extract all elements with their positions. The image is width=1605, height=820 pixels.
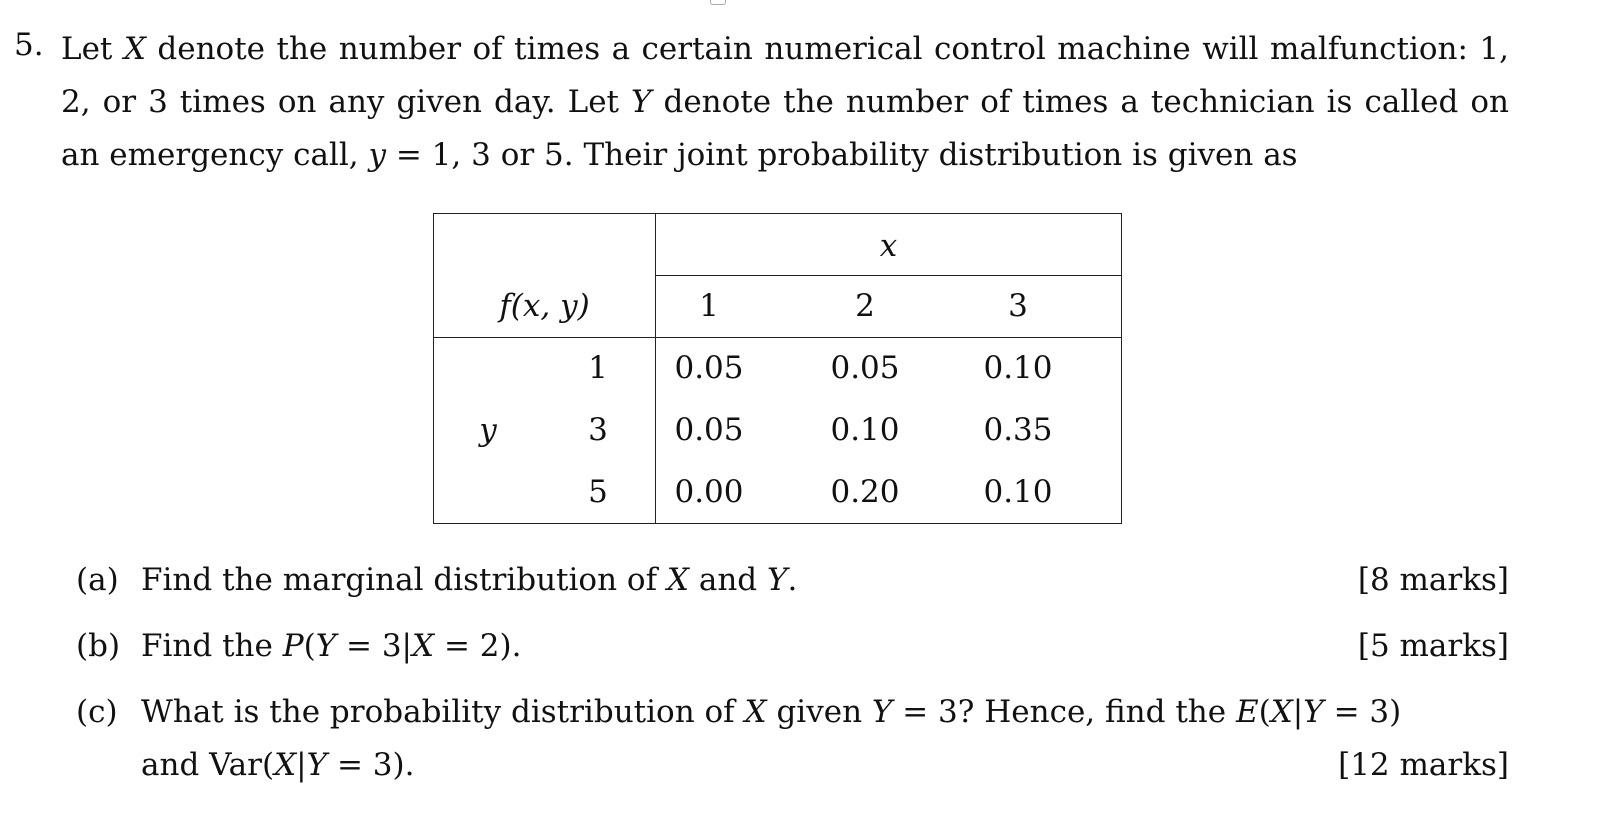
x-axis-header: x (879, 228, 898, 264)
problem-number: 5. (14, 27, 44, 63)
math-variable: y (368, 137, 386, 173)
math-variable: X (744, 694, 767, 730)
math-variable: Y (306, 747, 328, 783)
x-value-header: 3 (1008, 288, 1028, 324)
part-label: (a) (76, 562, 119, 598)
statement-line: 2, or 3 times on any given day. Let Y denote the number of times a technician is called on (61, 84, 1509, 120)
problem-statement (61, 23, 1509, 182)
y-value-label: 5 (588, 474, 608, 510)
part-text: Find the P(Y = 3|X = 2). (141, 628, 522, 664)
probability-cell: 0.10 (983, 350, 1053, 386)
math-variable: X (412, 628, 435, 664)
math-variable: X (123, 31, 146, 67)
math-variable: X (1270, 694, 1293, 730)
math-variable: Y (1303, 694, 1324, 730)
part-label: (c) (76, 694, 118, 730)
probability-cell: 0.10 (830, 412, 900, 448)
math-variable: E (1235, 694, 1259, 730)
corner-label: f(x, y) (499, 288, 590, 324)
x-value-header: 2 (855, 288, 875, 324)
part-text: Find the marginal distribution of X and Y. (141, 562, 798, 598)
probability-cell: 0.35 (983, 412, 1053, 448)
y-value-label: 3 (588, 412, 608, 448)
joint-distribution-table (433, 213, 1122, 524)
table-divider-header (434, 337, 1121, 338)
part-text-continued: and Var(X|Y = 3). (141, 747, 415, 783)
page-edge-marker (710, 0, 726, 5)
math-variable: X (274, 747, 297, 783)
math-variable: P (282, 628, 304, 664)
probability-cell: 0.10 (983, 474, 1053, 510)
math-variable: Y (315, 628, 337, 664)
math-variable: Y (766, 562, 788, 598)
math-variable: Y (871, 694, 893, 730)
x-value-header: 1 (699, 288, 719, 324)
probability-cell: 0.05 (830, 350, 900, 386)
probability-cell: 0.05 (674, 350, 744, 386)
part-text: What is the probability distribution of X given Y = 3? Hence, find the E(X|Y = 3) (141, 694, 1402, 730)
part-marks: [12 marks] (1338, 747, 1509, 783)
part-marks: [5 marks] (1357, 628, 1509, 664)
part-label: (b) (76, 628, 121, 664)
probability-cell: 0.05 (674, 412, 744, 448)
y-axis-header: y (479, 412, 497, 448)
part-marks: [8 marks] (1357, 562, 1509, 598)
math-variable: X (666, 562, 689, 598)
math-variable: Y (631, 84, 652, 120)
statement-line: an emergency call, y = 1, 3 or 5. Their joint probability distribution is given as (61, 137, 1298, 173)
statement-line: Let X denote the number of times a certain numerical control machine will malfunction: 1, (61, 31, 1509, 67)
probability-cell: 0.20 (830, 474, 900, 510)
y-value-label: 1 (588, 350, 608, 386)
probability-cell: 0.00 (674, 474, 744, 510)
table-divider-x-header (655, 275, 1122, 276)
